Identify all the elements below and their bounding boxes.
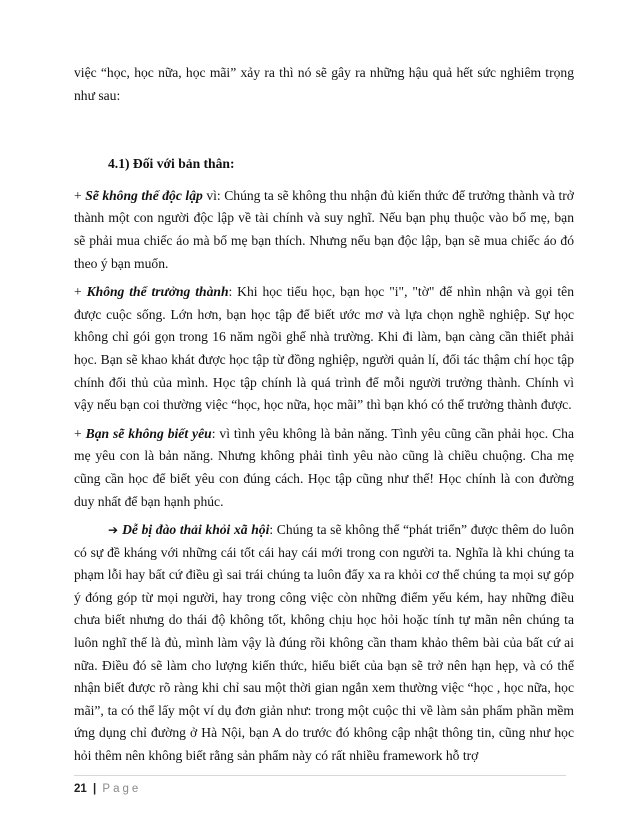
emphasis-term: Dễ bị đào thải khỏi xã hội [122, 522, 270, 538]
paragraph-independence [74, 185, 574, 275]
section-heading: 4.1) Đối với bản thân: [108, 156, 235, 172]
paragraph-text: vì: Chúng ta sẽ không thu nhận đủ kiến thức để trưởng thành và trở thành một con người độc lập về tài chính và suy nghĩ. Nếu bạn phụ thuộc vào bố mẹ, bạn sẽ phải mua chiếc áo mà bố mẹ bạn thích. Nhưng nếu bạn độc lập, bạn sẽ mua chiếc áo đó theo ý bạn muốn. [74, 187, 574, 271]
footer-separator: | [93, 783, 97, 795]
page-number: 21 [74, 783, 87, 795]
emphasis-term: Không thể trưởng thành [86, 284, 229, 300]
paragraph-text: : Chúng ta sẽ không thể “phát triển” được thêm do luôn có sự đề kháng với những cái tốt cái hay cái mới trong con người ta. Nghĩa là khi chúng ta phạm lỗi hay bất cứ điều gì sai trái chúng ta luôn đẩy xa ra khỏi cơ thể chúng ta mọi sự góp ý đóng góp từ mọi người, hay trong công việc còn những điểm yếu kém, hay những điều chưa biết nhưng do thái độ không tốt, không chịu học hỏi hoặc tính tự mãn nên chúng ta luôn nghĩ thế là đủ, mình làm vậy là đúng rồi không cần tham khảo thêm bài của bất cứ ai nữa. Điều đó sẽ làm cho lượng kiến thức, hiểu biết của bạn sẽ trở nên hạn hẹp, và có thể nhận biết được rõ ràng khi chỉ sau một thời gian ngắn xem thường việc “học , học nữa, học mãi”, ta có thể lấy một ví dụ đơn giản như: trong một cuộc thi về làm sản phẩm phần mềm ứng dụng chỉ đường ở Hà Nội, bạn A do trước đó không cập nhật thông tin, cũng như học hỏi thêm nên không biết rằng sản phẩm này có rất nhiều framework hỗ trợ [74, 522, 574, 764]
bullet-prefix: + [74, 284, 87, 300]
arrow-right-icon: ➔ [108, 523, 119, 538]
emphasis-term: Sẽ không thể độc lập [85, 187, 203, 203]
bullet-prefix: + [74, 187, 86, 203]
bullet-prefix: + [74, 425, 86, 441]
document-body [74, 62, 574, 768]
paragraph-maturity [74, 281, 574, 417]
page-label: Page [102, 783, 142, 795]
paragraph-text: : vì tình yêu không là bản năng. Tình yêu cũng cần phải học. Cha mẹ yêu con là bản năng. Nhưng không phải tình yêu nào cũng là chiều chuộng. Cha mẹ cũng cần học để biết yêu con đúng cách. Học tập cũng như thế! Học chính là con đường duy nhất để bạn hạnh phúc. [74, 425, 574, 509]
page-footer [74, 775, 566, 795]
paragraph-eliminated [74, 519, 574, 768]
emphasis-term: Bạn sẽ không biết yêu [85, 425, 212, 441]
paragraph-love [74, 423, 574, 513]
intro-paragraph: việc “học, học nữa, học mãi” xảy ra thì nó sẽ gây ra những hậu quả hết sức nghiêm trọng như sau: [74, 65, 574, 103]
paragraph-text: : Khi học tiểu học, bạn học "i", "tờ" để nhìn nhận và gọi tên được cuộc sống. Lớn hơn, bạn học tập để biết ước mơ và lựa chọn nghề nghiệp. Sự học không chỉ gói gọn trong 16 năm ngồi ghế nhà trường. Khi đi làm, bạn càng cần thiết phải học. Bạn sẽ khao khát được học tập từ đồng nghiệp, người quản lí, đối tác thậm chí học tập chính đối thủ của mình. Học tập chính là quá trình để mỗi người trưởng thành. Chính vì vậy nếu bạn coi thường việc “học, học nữa, học mãi” thì bạn khó có thể trưởng thành được. [74, 284, 574, 413]
